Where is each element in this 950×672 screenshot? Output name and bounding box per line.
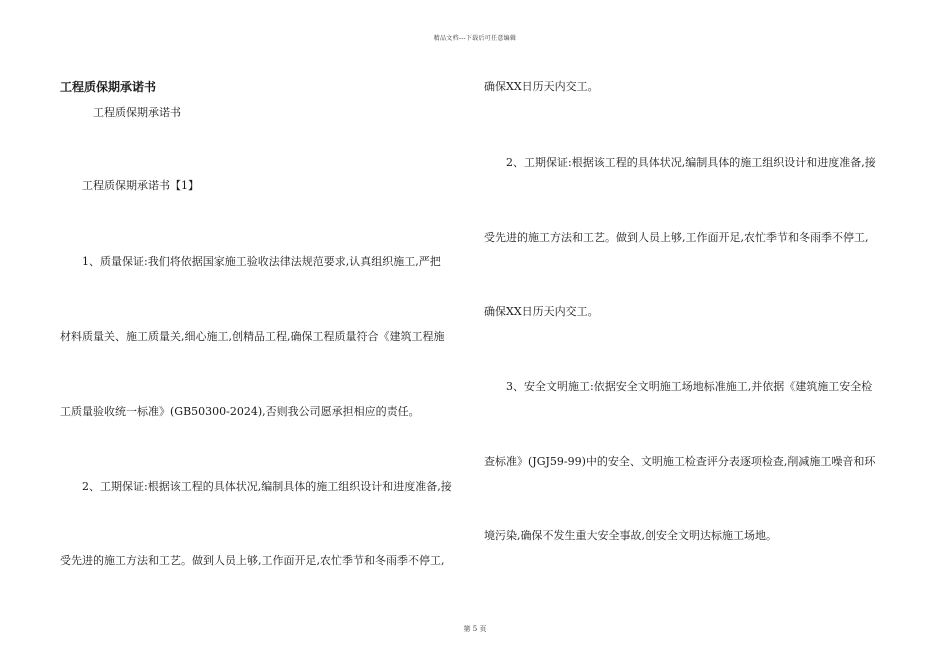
right-line-7: 境污染,确保不发生重大安全事故,创安全文明达标施工场地。: [484, 529, 777, 542]
right-line-2: 2、工期保证:根据该工程的具体状况,编制具体的施工组织设计和进度准备,接: [506, 156, 876, 169]
page-footer: 第 5 页: [463, 625, 487, 633]
left-line-2: 材料质量关、施工质量关,细心施工,创精品工程,确保工程质量符合《建筑工程施: [60, 330, 445, 343]
document-title: 工程质保期承诺书: [60, 80, 157, 94]
right-line-5: 3、安全文明施工:依据安全文明施工场地标准施工,并依据《建筑施工安全检: [506, 380, 873, 393]
right-line-3: 受先进的施工方法和工艺。做到人员上够,工作面开足,农忙季节和冬雨季不停工,: [484, 231, 869, 244]
section-heading: 工程质保期承诺书【1】: [82, 179, 199, 192]
left-line-3: 工质量验收统一标准》(GB50300-2024),否则我公司愿承担相应的责任。: [60, 405, 420, 418]
document-subtitle: 工程质保期承诺书: [93, 106, 181, 119]
right-line-1: 确保XX日历天内交工。: [484, 80, 599, 93]
page-header: 精品文档---下载后可任意编辑: [433, 35, 517, 42]
left-line-5: 受先进的施工方法和工艺。做到人员上够,工作面开足,农忙季节和冬雨季不停工,: [60, 554, 445, 567]
right-line-6: 查标准》(JGJ59-99)中的安全、文明施工检查评分表逐项检查,削减施工噪音和环: [484, 455, 876, 468]
left-line-4: 2、工期保证:根据该工程的具体状况,编制具体的施工组织设计和进度准备,接: [82, 480, 452, 493]
left-line-1: 1、质量保证:我们将依据国家施工验收法律法规范要求,认真组织施工,严把: [82, 255, 441, 268]
right-line-4: 确保XX日历天内交工。: [484, 305, 599, 318]
